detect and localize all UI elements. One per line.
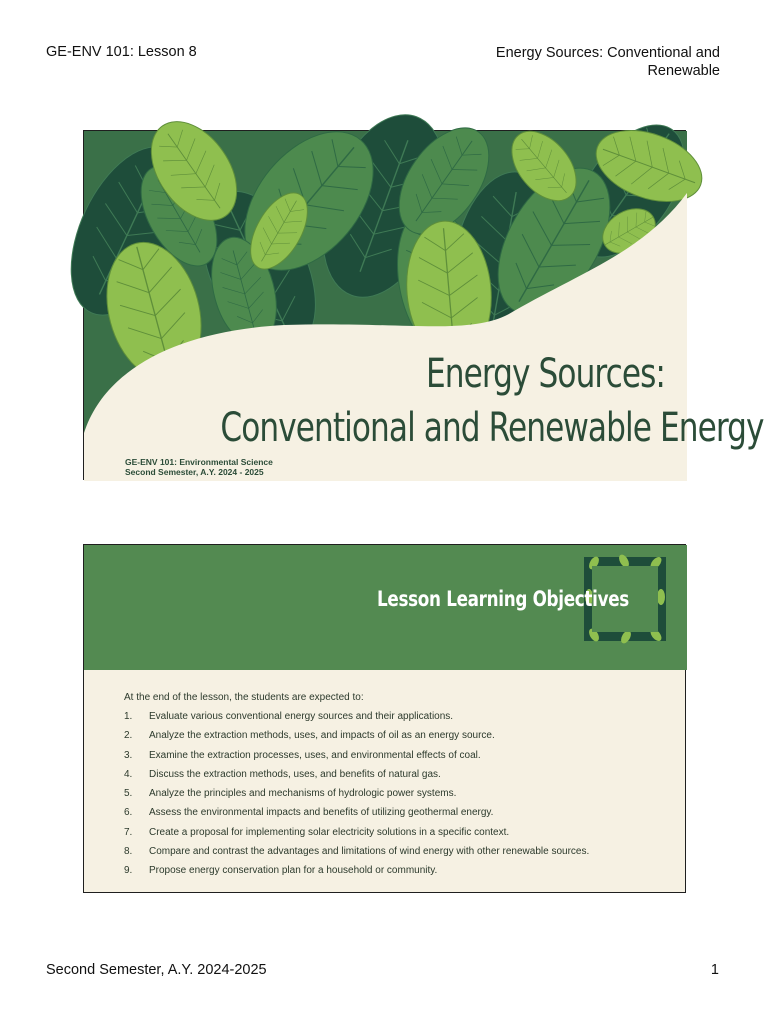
course-name: GE-ENV 101: Environmental Science: [125, 457, 273, 467]
header-topic: [460, 44, 720, 80]
slide-title-line2: Conventional and Renewable Energy: [220, 405, 764, 451]
objective-number: 9.: [124, 865, 133, 877]
header-topic-line2: Renewable: [647, 63, 720, 79]
objective-item: [124, 710, 669, 723]
slide-title: [95, 347, 764, 455]
slide-subtitle: [125, 457, 273, 477]
objective-text: Assess the environmental impacts and benefits of utilizing geothermal energy.: [149, 807, 494, 819]
title-slide: [83, 130, 764, 480]
objective-number: 8.: [124, 846, 133, 858]
objective-item: [124, 768, 669, 781]
semester-label: Second Semester, A.Y. 2024 - 2025: [125, 467, 264, 477]
objective-text: Compare and contrast the advantages and limitations of wind energy with other renewable sources.: [149, 846, 590, 858]
objective-item: [124, 826, 669, 839]
objective-number: 2.: [124, 730, 133, 742]
objective-item: [124, 845, 669, 858]
objectives-body: [124, 691, 669, 884]
footer-semester: Second Semester, A.Y. 2024-2025: [46, 962, 267, 978]
objectives-intro: At the end of the lesson, the students are expected to:: [124, 692, 364, 703]
objective-number: 5.: [124, 788, 133, 800]
objectives-title: Lesson Learning Objectives: [377, 587, 629, 611]
objective-text: Discuss the extraction methods, uses, and benefits of natural gas.: [149, 768, 441, 780]
objective-item: [124, 864, 669, 877]
objective-item: [124, 749, 669, 762]
objective-number: 4.: [124, 768, 133, 780]
objective-item: [124, 806, 669, 819]
objective-number: 1.: [124, 711, 133, 722]
slide-title-line1: Energy Sources:: [425, 351, 665, 397]
objectives-slide: [83, 544, 686, 893]
objective-text: Propose energy conservation plan for a household or community.: [149, 865, 438, 877]
header-lesson: GE-ENV 101: Lesson 8: [46, 44, 197, 60]
objective-text: Examine the extraction processes, uses, and environmental effects of coal.: [149, 749, 481, 761]
objective-number: 3.: [124, 749, 133, 761]
objective-text: Analyze the principles and mechanisms of hydrologic power systems.: [149, 788, 457, 800]
objectives-list: [124, 710, 669, 877]
objective-item: [124, 787, 669, 800]
objective-number: 6.: [124, 807, 133, 819]
objective-text: Analyze the extraction methods, uses, and impacts of oil as an energy source.: [149, 730, 495, 742]
page-number: 1: [710, 962, 719, 978]
objective-item: [124, 729, 669, 742]
objective-number: 7.: [124, 826, 133, 838]
objective-text: Evaluate various conventional energy sources and their applications.: [149, 711, 454, 722]
header-topic-line1: Energy Sources: Conventional and: [495, 45, 720, 61]
objective-text: Create a proposal for implementing solar electricity solutions in a specific context.: [149, 826, 510, 838]
